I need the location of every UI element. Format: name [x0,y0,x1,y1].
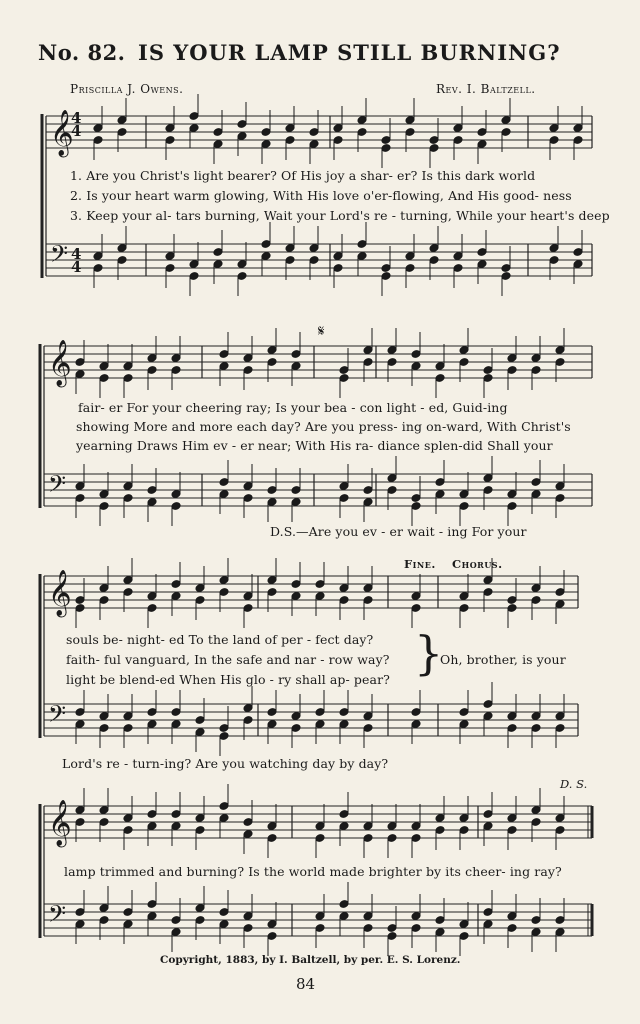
copyright-notice: Copyright, 1883, by I. Baltzell, by per. E. S. Lorenz. [160,954,461,966]
verse-3-line-3: light be blend-ed When His glo - ry shall ap- pear? [66,672,390,687]
page-number: 84 [296,975,316,993]
hymn-author: Priscilla J. Owens. [70,82,184,96]
bass-clef: 𝄢 [50,240,69,273]
fine-marking: Fine. [404,557,436,571]
verse-2-line-2: showing More and more each day? Are you press- ing on-ward, With Christ's [76,419,571,434]
hymn-title: IS YOUR LAMP STILL BURNING? [138,40,561,65]
verse-2-line-3: faith- ful vanguard, In the safe and nar - row way? [66,652,390,667]
treble-clef: 𝄞 [48,570,72,616]
bass-clef: 𝄢 [48,900,67,933]
verse-1-line-1: 1. Are you Christ's light bearer? Of His joy a shar- er? Is this dark world [70,168,536,183]
chorus-line-4: lamp trimmed and burning? Is the world made brighter by its cheer- ing ray? [64,864,562,879]
treble-clef: 𝄞 [48,800,72,846]
time-signature-bass: 4 4 [71,245,82,276]
verse-1-line-3: souls be- night- ed To the land of per - fect day? [66,632,374,647]
segno-sign: 𝄋 [318,322,325,340]
verse-3-line-1: 3. Keep your al- tars burning, Wait your Lord's re - turning, While your heart's deep [70,208,610,223]
chorus-line-3-bottom: Lord's re - turn-ing? Are you watching day by day? [62,756,389,771]
chorus-marking: Chorus. [452,557,503,571]
bass-clef: 𝄢 [48,470,67,503]
bass-clef: 𝄢 [48,700,67,733]
hymn-composer: Rev. I. Baltzell. [436,82,536,96]
chorus-line-3: Oh, brother, is your [440,652,566,667]
verse-3-line-2: yearning Draws Him ev - er near; With His ra- diance splen-did Shall your [76,438,553,453]
time-signature-treble: 4 4 [71,109,82,140]
verse-1-line-2: fair- er For your cheering ray; Is your bea - con light - ed, Guid-ing [78,400,508,415]
verse-brace: } [414,626,444,680]
ds-chorus-line: D.S.—Are you ev - er wait - ing For your [270,524,527,539]
verse-2-line-1: 2. Is your heart warm glowing, With His love o'er-flowing, And His good- ness [70,188,572,203]
hymn-number: No. 82. [38,40,126,65]
ds-marking: D. S. [560,777,588,791]
treble-clef: 𝄞 [50,110,74,156]
treble-clef: 𝄞 [48,340,72,386]
